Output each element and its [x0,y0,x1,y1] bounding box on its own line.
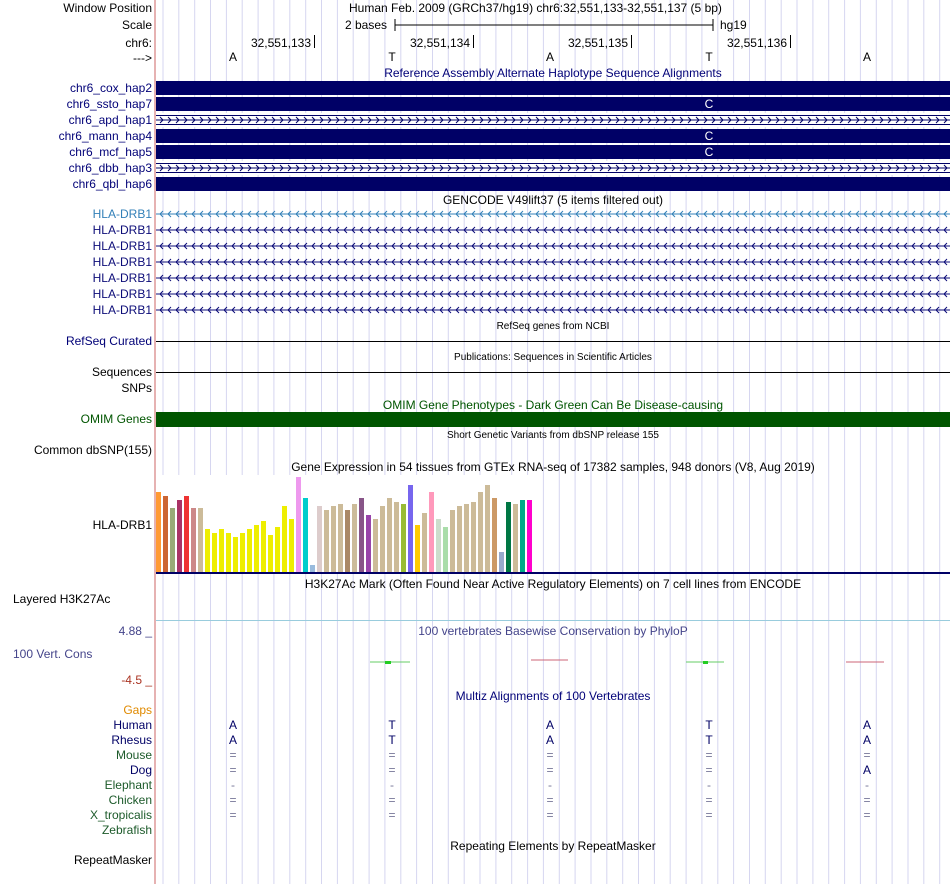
chrom-label: chr6: [125,36,152,50]
multiz-base: - [865,778,869,792]
gencode-transcript-line[interactable] [156,255,950,269]
multiz-base: = [546,793,554,807]
gtex-tissue-bar[interactable] [499,552,504,573]
gencode-transcript-line[interactable] [156,239,950,253]
dbsnp-title[interactable]: Short Genetic Variants from dbSNP release 155 [447,430,659,441]
conservation-plot[interactable] [156,652,950,672]
gtex-label[interactable]: HLA-DRB1 [92,518,152,532]
multiz-gaps-label[interactable]: Gaps [123,703,152,717]
gtex-bar-chart[interactable] [156,475,950,573]
gtex-tissue-bar[interactable] [198,508,203,573]
gencode-transcript-line[interactable] [156,223,950,237]
multiz-base: = [705,763,713,777]
strand-label: ---> [133,51,152,65]
gtex-tissue-bar[interactable] [387,498,392,573]
multiz-base: A [862,763,871,777]
conservation-max: 4.88 _ [118,624,152,638]
gtex-tissue-bar[interactable] [303,498,308,573]
alt-haplotype-chevrons[interactable] [156,113,950,127]
publications-line [156,372,950,373]
multiz-species-label[interactable]: Human [113,718,152,732]
gtex-tissue-bar[interactable] [156,492,161,573]
multiz-base: = [863,808,871,822]
h3k27ac-title[interactable]: H3K27Ac Mark (Often Found Near Active Regulatory Elements) on 7 cell lines from ENCODE [304,577,802,591]
gtex-tissue-bar[interactable] [380,506,385,573]
multiz-base: = [546,763,554,777]
gtex-tissue-bar[interactable] [226,533,231,573]
gtex-tissue-bar[interactable] [268,535,273,573]
gtex-tissue-bar[interactable] [527,500,532,573]
reference-base: A [228,50,237,64]
gencode-transcript-line[interactable] [156,271,950,285]
gencode-transcript-label[interactable]: HLA-DRB1 [92,271,152,285]
gtex-tissue-bar[interactable] [345,510,350,573]
alt-haplotype-label[interactable]: chr6_mcf_hap5 [69,145,152,159]
alt-haplotype-chevrons[interactable] [156,161,950,175]
gencode-transcript-line[interactable] [156,207,950,221]
gtex-tissue-bar[interactable] [366,515,371,573]
gencode-transcript-label[interactable]: HLA-DRB1 [92,207,152,221]
gtex-tissue-bar[interactable] [170,508,175,573]
gencode-title[interactable]: GENCODE V49lift37 (5 items filtered out) [442,193,664,207]
multiz-base: - [231,778,235,792]
multiz-base: = [229,808,237,822]
multiz-base: = [705,748,713,762]
gencode-transcript-line[interactable] [156,303,950,317]
position-tick-label: 32,551,133 [250,36,311,50]
gencode-transcript-label[interactable]: HLA-DRB1 [92,303,152,317]
multiz-species-label[interactable]: Dog [129,763,152,777]
multiz-base: = [863,748,871,762]
multiz-base: = [388,748,396,762]
scale-value: 2 bases [345,18,388,32]
gtex-tissue-bar[interactable] [471,502,476,573]
multiz-base: = [546,808,554,822]
gtex-title[interactable]: Gene Expression in 54 tissues from GTEx RNA-seq of 17382 samples, 948 donors (V8, Aug 2019) [291,460,815,474]
position-tick-label: 32,551,134 [409,36,470,50]
publications-title[interactable]: Publications: Sequences in Scientific Articles [454,352,652,363]
multiz-species-label[interactable]: Rhesus [111,733,152,747]
alt-haplotype-label[interactable]: chr6_apd_hap1 [68,113,152,127]
multiz-base: A [228,733,237,747]
multiz-base: = [388,808,396,822]
alt-haplotype-bar[interactable] [156,145,950,159]
multiz-base: = [388,763,396,777]
gtex-tissue-bar[interactable] [289,519,294,573]
position-tick-label: 32,551,136 [726,36,787,50]
reference-base: T [705,50,713,64]
alt-haplotypes-title[interactable]: Reference Assembly Alternate Haplotype Sequence Alignments [384,66,722,80]
multiz-title[interactable]: Multiz Alignments of 100 Vertebrates [455,689,651,703]
multiz-species-label[interactable]: Zebrafish [101,823,152,837]
gtex-tissue-bar[interactable] [317,506,322,573]
gtex-tissue-bar[interactable] [163,496,168,573]
dbsnp-label[interactable]: Common dbSNP(155) [33,443,152,457]
gtex-tissue-bar[interactable] [205,529,210,573]
gtex-tissue-bar[interactable] [408,485,413,573]
gtex-tissue-bar[interactable] [324,510,329,573]
gtex-tissue-bar[interactable] [254,525,259,573]
gencode-transcript-label[interactable]: HLA-DRB1 [92,287,152,301]
position-tick-label: 32,551,135 [567,36,628,50]
gtex-tissue-bar[interactable] [436,519,441,573]
refseq-label[interactable]: RefSeq Curated [65,334,152,348]
gtex-tissue-bar[interactable] [212,533,217,573]
multiz-species-label[interactable]: Mouse [115,748,152,762]
gtex-tissue-bar[interactable] [422,513,427,573]
conservation-min: -4.5 _ [121,673,152,687]
chevron-border [156,163,950,164]
gtex-tissue-bar[interactable] [415,525,420,573]
alt-haplotype-bar[interactable] [156,97,950,111]
alt-haplotype-label[interactable]: chr6_cox_hap2 [69,81,152,95]
multiz-base: A [228,718,237,732]
multiz-base: A [862,733,871,747]
gtex-tissue-bar[interactable] [247,529,252,573]
position-tick [473,35,474,48]
omim-label[interactable]: OMIM Genes [80,412,152,426]
gtex-tissue-bar[interactable] [219,529,224,573]
multiz-species-label[interactable]: Chicken [108,793,152,807]
gtex-tissue-bar[interactable] [338,504,343,573]
gtex-tissue-bar[interactable] [464,504,469,573]
conservation-title[interactable]: 100 vertebrates Basewise Conservation by PhyloP [418,624,688,638]
multiz-base: = [705,793,713,807]
gencode-transcript-label[interactable]: HLA-DRB1 [92,255,152,269]
alt-haplotype-mismatch: C [704,129,714,143]
omim-bar[interactable] [156,412,950,427]
gtex-tissue-bar[interactable] [492,498,497,573]
gtex-tissue-bar[interactable] [282,506,287,573]
gencode-transcript-line[interactable] [156,287,950,301]
gtex-tissue-bar[interactable] [506,502,511,573]
multiz-base: - [390,778,394,792]
scale-bar [394,17,716,33]
multiz-base: = [388,793,396,807]
alt-haplotype-label[interactable]: chr6_dbb_hap3 [68,161,152,175]
multiz-base: A [545,718,554,732]
alt-haplotype-bar[interactable] [156,129,950,143]
multiz-base: - [707,778,711,792]
snps-label[interactable]: SNPs [121,381,152,395]
gtex-tissue-bar[interactable] [513,504,518,573]
gtex-tissue-bar[interactable] [359,498,364,573]
alt-haplotype-bar[interactable] [156,81,950,95]
gtex-tissue-bar[interactable] [352,504,357,573]
conservation-label[interactable]: 100 Vert. Cons [13,647,93,661]
gencode-transcript-label[interactable]: HLA-DRB1 [92,239,152,253]
gtex-tissue-bar[interactable] [331,506,336,573]
gtex-tissue-bar[interactable] [373,519,378,573]
gencode-transcript-label[interactable]: HLA-DRB1 [92,223,152,237]
repeatmasker-title[interactable]: Repeating Elements by RepeatMasker [450,839,656,853]
multiz-base: A [545,733,554,747]
gtex-tissue-bar[interactable] [191,508,196,573]
refseq-line [156,341,950,342]
multiz-species-label[interactable]: X_tropicalis [89,808,152,822]
reference-base: A [545,50,554,64]
gtex-tissue-bar[interactable] [485,485,490,573]
gtex-tissue-bar[interactable] [429,492,434,573]
multiz-base: A [862,718,871,732]
multiz-base: - [548,778,552,792]
alt-haplotype-mismatch: C [704,97,714,111]
multiz-base: T [388,718,396,732]
window-position-label: Window Position [63,1,152,15]
position-tick [314,35,315,48]
multiz-base: = [229,793,237,807]
reference-base: A [862,50,871,64]
multiz-base: = [229,763,237,777]
multiz-species-label[interactable]: Elephant [104,778,152,792]
chevron-border [156,172,950,173]
gtex-tissue-bar[interactable] [296,477,301,573]
multiz-base: = [546,748,554,762]
multiz-base: = [705,808,713,822]
omim-title[interactable]: OMIM Gene Phenotypes - Dark Green Can Be Disease-causing [382,398,724,412]
position-tick [790,35,791,48]
alt-haplotype-label[interactable]: chr6_ssto_hap7 [66,97,152,111]
gtex-tissue-bar[interactable] [177,500,182,573]
gtex-tissue-bar[interactable] [478,492,483,573]
chevron-border [156,115,950,116]
multiz-base: = [863,793,871,807]
gtex-tissue-bar[interactable] [520,500,525,573]
gtex-tissue-bar[interactable] [275,527,280,573]
position-tick [631,35,632,48]
scale-label: Scale [121,18,152,32]
h3k27ac-label[interactable]: Layered H3K27Ac [13,592,111,606]
multiz-base: T [705,733,713,747]
gtex-tissue-bar[interactable] [394,502,399,573]
reference-base: T [388,50,396,64]
multiz-base: T [388,733,396,747]
alt-haplotype-label[interactable]: chr6_qbl_hap6 [72,177,152,191]
h3k27ac-baseline [156,620,950,621]
gtex-tissue-bar[interactable] [450,510,455,573]
gtex-tissue-bar[interactable] [443,527,448,573]
repeatmasker-label[interactable]: RepeatMasker [73,853,152,867]
gtex-tissue-bar[interactable] [240,533,245,573]
gtex-tissue-bar[interactable] [401,504,406,573]
scale-db: hg19 [720,18,747,32]
gtex-tissue-bar[interactable] [233,537,238,573]
alt-haplotype-bar[interactable] [156,177,950,191]
publications-label[interactable]: Sequences [91,365,152,379]
gtex-tissue-bar[interactable] [261,521,266,573]
window-position-value: Human Feb. 2009 (GRCh37/hg19) chr6:32,551,133-32,551,137 (5 bp) [349,1,722,15]
gtex-baseline [156,572,950,574]
chevron-border [156,124,950,125]
refseq-title[interactable]: RefSeq genes from NCBI [496,321,610,332]
multiz-base: T [705,718,713,732]
multiz-base: = [229,748,237,762]
gtex-tissue-bar[interactable] [457,506,462,573]
alt-haplotype-label[interactable]: chr6_mann_hap4 [58,129,152,143]
alt-haplotype-mismatch: C [704,145,714,159]
gtex-tissue-bar[interactable] [184,496,189,573]
